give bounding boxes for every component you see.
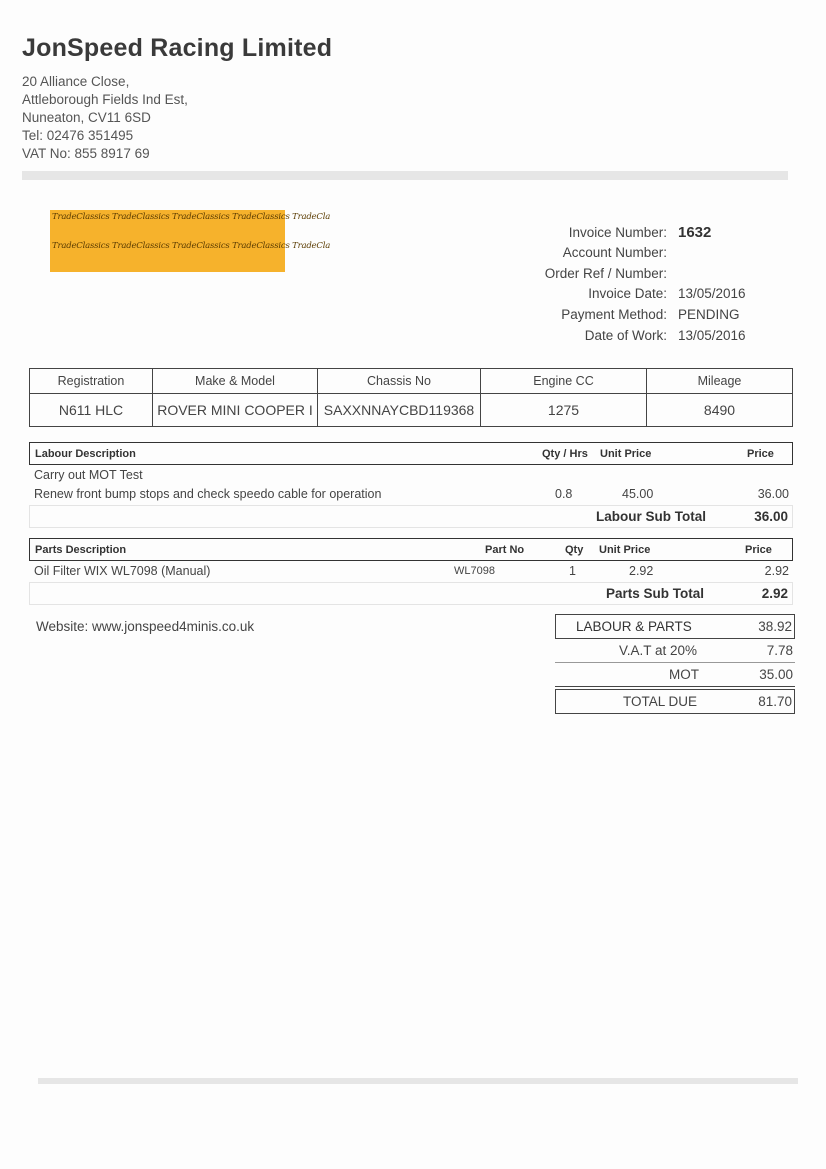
parts-description: Oil Filter WIX WL7098 (Manual) — [34, 564, 211, 578]
vat-label: V.A.T at 20% — [619, 643, 698, 658]
make-model-header: Make & Model — [153, 369, 318, 394]
mileage-value: 8490 — [647, 394, 793, 427]
mot-label: MOT — [669, 667, 699, 682]
vat-row — [555, 639, 795, 663]
vat-number: VAT No: 855 8917 69 — [22, 146, 150, 161]
invoice-date-label: Invoice Date: — [588, 286, 667, 302]
payment-method: PENDING — [678, 307, 740, 323]
date-of-work: 13/05/2016 — [678, 327, 746, 343]
logo-text: TradeClassics TradeClassics TradeClassics TradeClassics TradeCla — [52, 241, 331, 251]
part-no: WL7098 — [454, 565, 495, 577]
date-of-work-label: Date of Work: — [584, 327, 667, 343]
registration-header: Registration — [30, 369, 153, 394]
logo-text: TradeClassics TradeClassics TradeClassics TradeClassics TradeCla — [52, 212, 331, 222]
parts-qty: 1 — [569, 564, 576, 578]
parts-section — [29, 538, 793, 605]
parts-price-header: Price — [745, 544, 772, 556]
mot-row — [555, 663, 795, 687]
total-due-value: 81.70 — [758, 694, 792, 709]
chassis-header: Chassis No — [318, 369, 481, 394]
invoice-number-label: Invoice Number: — [568, 225, 667, 240]
chassis-value: SAXXNNAYCBD119368 — [318, 394, 481, 427]
labour-row — [29, 465, 793, 484]
make-model-value: ROVER MINI COOPER I — [153, 394, 318, 427]
registration-value: N611 HLC — [30, 394, 153, 427]
labour-price-header: Price — [747, 448, 774, 460]
mot-value: 35.00 — [759, 667, 793, 682]
labour-subtotal-label: Labour Sub Total — [596, 509, 706, 524]
engine-cc-header: Engine CC — [481, 369, 647, 394]
total-due-row — [555, 689, 795, 714]
invoice-number-row — [487, 224, 758, 245]
address-line: Attleborough Fields Ind Est, — [22, 92, 188, 107]
parts-subtotal-label: Parts Sub Total — [606, 586, 705, 601]
company-name: JonSpeed Racing Limited — [22, 34, 333, 62]
order-ref-row — [487, 266, 758, 287]
vat-value: 7.78 — [766, 643, 793, 658]
labour-section — [29, 442, 793, 528]
payment-method-row — [487, 307, 758, 328]
labour-subtotal-row — [29, 505, 793, 528]
vehicle-header-row — [30, 369, 793, 394]
payment-method-label: Payment Method: — [561, 307, 667, 323]
telephone: Tel: 02476 351495 — [22, 128, 134, 143]
engine-cc-value: 1275 — [481, 394, 647, 427]
labour-parts-value: 38.92 — [758, 619, 792, 634]
labour-description: Carry out MOT Test — [34, 468, 143, 482]
parts-unit-price: 2.92 — [629, 564, 654, 578]
invoice-number: 1632 — [678, 224, 712, 241]
footer-divider — [38, 1078, 798, 1084]
account-number-label: Account Number: — [562, 244, 667, 260]
parts-qty-header: Qty — [565, 544, 584, 556]
parts-subtotal-row — [29, 582, 793, 605]
labour-parts-label: LABOUR & PARTS — [576, 619, 692, 634]
labour-price: 36.00 — [757, 487, 789, 501]
parts-header — [29, 538, 793, 561]
mileage-header: Mileage — [647, 369, 793, 394]
labour-qty: 0.8 — [555, 487, 573, 501]
vehicle-table — [29, 368, 793, 427]
labour-unit-price-header: Unit Price — [600, 448, 652, 460]
parts-price: 2.92 — [764, 564, 789, 578]
labour-parts-row — [555, 614, 795, 639]
address-line: 20 Alliance Close, — [22, 74, 130, 89]
labour-description: Renew front bump stops and check speedo cable for operation — [34, 487, 382, 501]
parts-row — [29, 561, 793, 580]
total-due-label: TOTAL DUE — [623, 694, 698, 709]
labour-row — [29, 484, 793, 503]
address-line: Nuneaton, CV11 6SD — [22, 110, 151, 125]
labour-description-header: Labour Description — [35, 448, 136, 460]
labour-qty-header: Qty / Hrs — [542, 448, 588, 460]
invoice-details — [487, 224, 758, 349]
labour-unit-price: 45.00 — [622, 487, 654, 501]
date-of-work-row — [487, 328, 758, 349]
parts-subtotal: 2.92 — [761, 586, 788, 601]
parts-description-header: Parts Description — [35, 544, 127, 556]
part-no-header: Part No — [485, 544, 525, 556]
order-ref-label: Order Ref / Number: — [544, 265, 667, 281]
website: Website: www.jonspeed4minis.co.uk — [36, 619, 255, 634]
account-number-row — [487, 245, 758, 266]
parts-unit-price-header: Unit Price — [599, 544, 651, 556]
trade-classics-logo — [50, 210, 331, 272]
invoice-date-row — [487, 286, 758, 307]
company-address — [22, 73, 188, 163]
vehicle-value-row — [30, 394, 793, 427]
labour-subtotal: 36.00 — [754, 509, 788, 524]
totals-panel — [555, 614, 795, 714]
labour-header — [29, 442, 793, 465]
invoice-date: 13/05/2016 — [678, 286, 746, 302]
header-divider — [22, 171, 788, 180]
